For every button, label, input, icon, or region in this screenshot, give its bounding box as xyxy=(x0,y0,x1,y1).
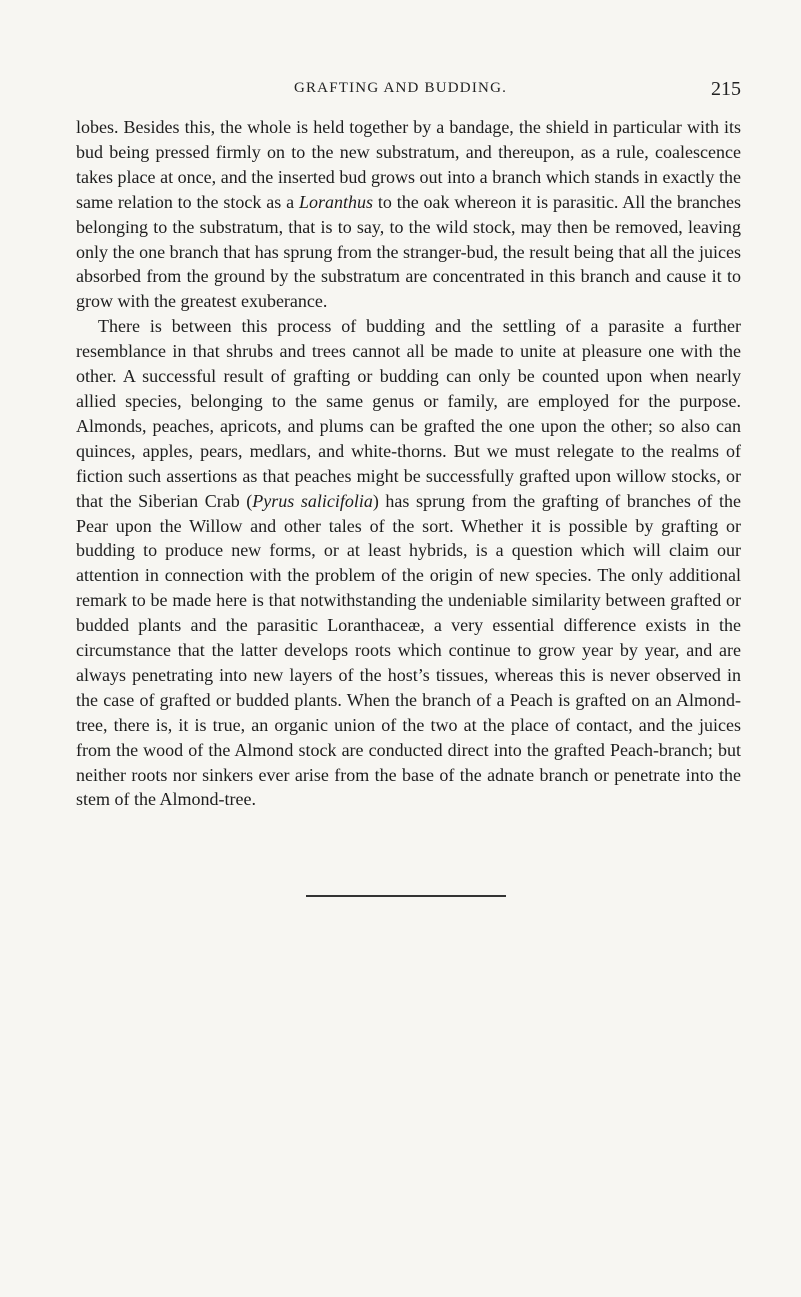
pyrus-salicifolia-term: Pyrus salicifolia xyxy=(252,490,373,511)
running-head xyxy=(0,80,801,104)
paragraph-1-text-b: to the oak whereon it is parasitic. All the branches belonging to the substratum, that is to say, to the wild stock, may then be removed, leaving only the one branch that has sprung from the stranger-bud, the result being that all the juices absorbed from the ground by the substratum are concentrated in this branch and cause it to grow with the greatest exuberance. xyxy=(76,191,741,312)
body-text xyxy=(76,115,741,812)
paragraph-1-text-a: lobes. Besides this, the whole is held together by a bandage, the shield in particular with its bud being pressed firmly on to the new substratum, and thereupon, as a rule, coalescence takes place at once, and the inserted bud grows out into a branch which stands in exactly the same relation to the stock as a xyxy=(76,117,741,212)
loranthus-term: Loranthus xyxy=(298,191,373,212)
paragraph-2 xyxy=(76,314,741,812)
page-number: 215 xyxy=(711,78,741,100)
running-title: GRAFTING AND BUDDING. xyxy=(293,80,508,96)
paragraph-1 xyxy=(76,115,741,314)
end-rule xyxy=(306,895,506,897)
paragraph-2-text-b: ) has sprung from the grafting of branches of the Pear upon the Willow and other tales of the sort. Whether it is possible by grafting or budding to produce new forms, or at least hybrids, is a question which will claim our attention in connection with the problem of the origin of new species. The only additional remark to be made here is that notwithstanding the undeniable similarity between grafted or budded plants and the parasitic Loranthaceæ, a very essential difference exists in the circumstance that the latter develops roots which continue to grow year by year, and are always penetrating into new layers of the host’s tissues, whereas this is never observed in the case of grafted or budded plants. When the branch of a Peach is grafted on an Almond-tree, there is, it is true, an organic union of the two at the place of contact, and the juices from the wood of the Almond stock are conducted direct into the grafted Peach-branch; but neither roots nor sinkers ever arise from the base of the adnate branch or penetrate into the stem of the Almond-tree. xyxy=(76,490,741,810)
paragraph-2-text-a: There is between this process of budding and the settling of a parasite a further resemblance in that shrubs and trees cannot all be made to unite at pleasure one with the other. A successful result of grafting or budding can only be counted upon when nearly allied species, belonging to the same genus or family, are employed for the purpose. Almonds, peaches, apricots, and plums can be grafted the one upon the other; so also can quinces, apples, pears, medlars, and white-thorns. But we must relegate to the realms of fiction such assertions as that peaches might be successfully grafted upon willow stocks, or that the Siberian Crab ( xyxy=(76,316,741,511)
